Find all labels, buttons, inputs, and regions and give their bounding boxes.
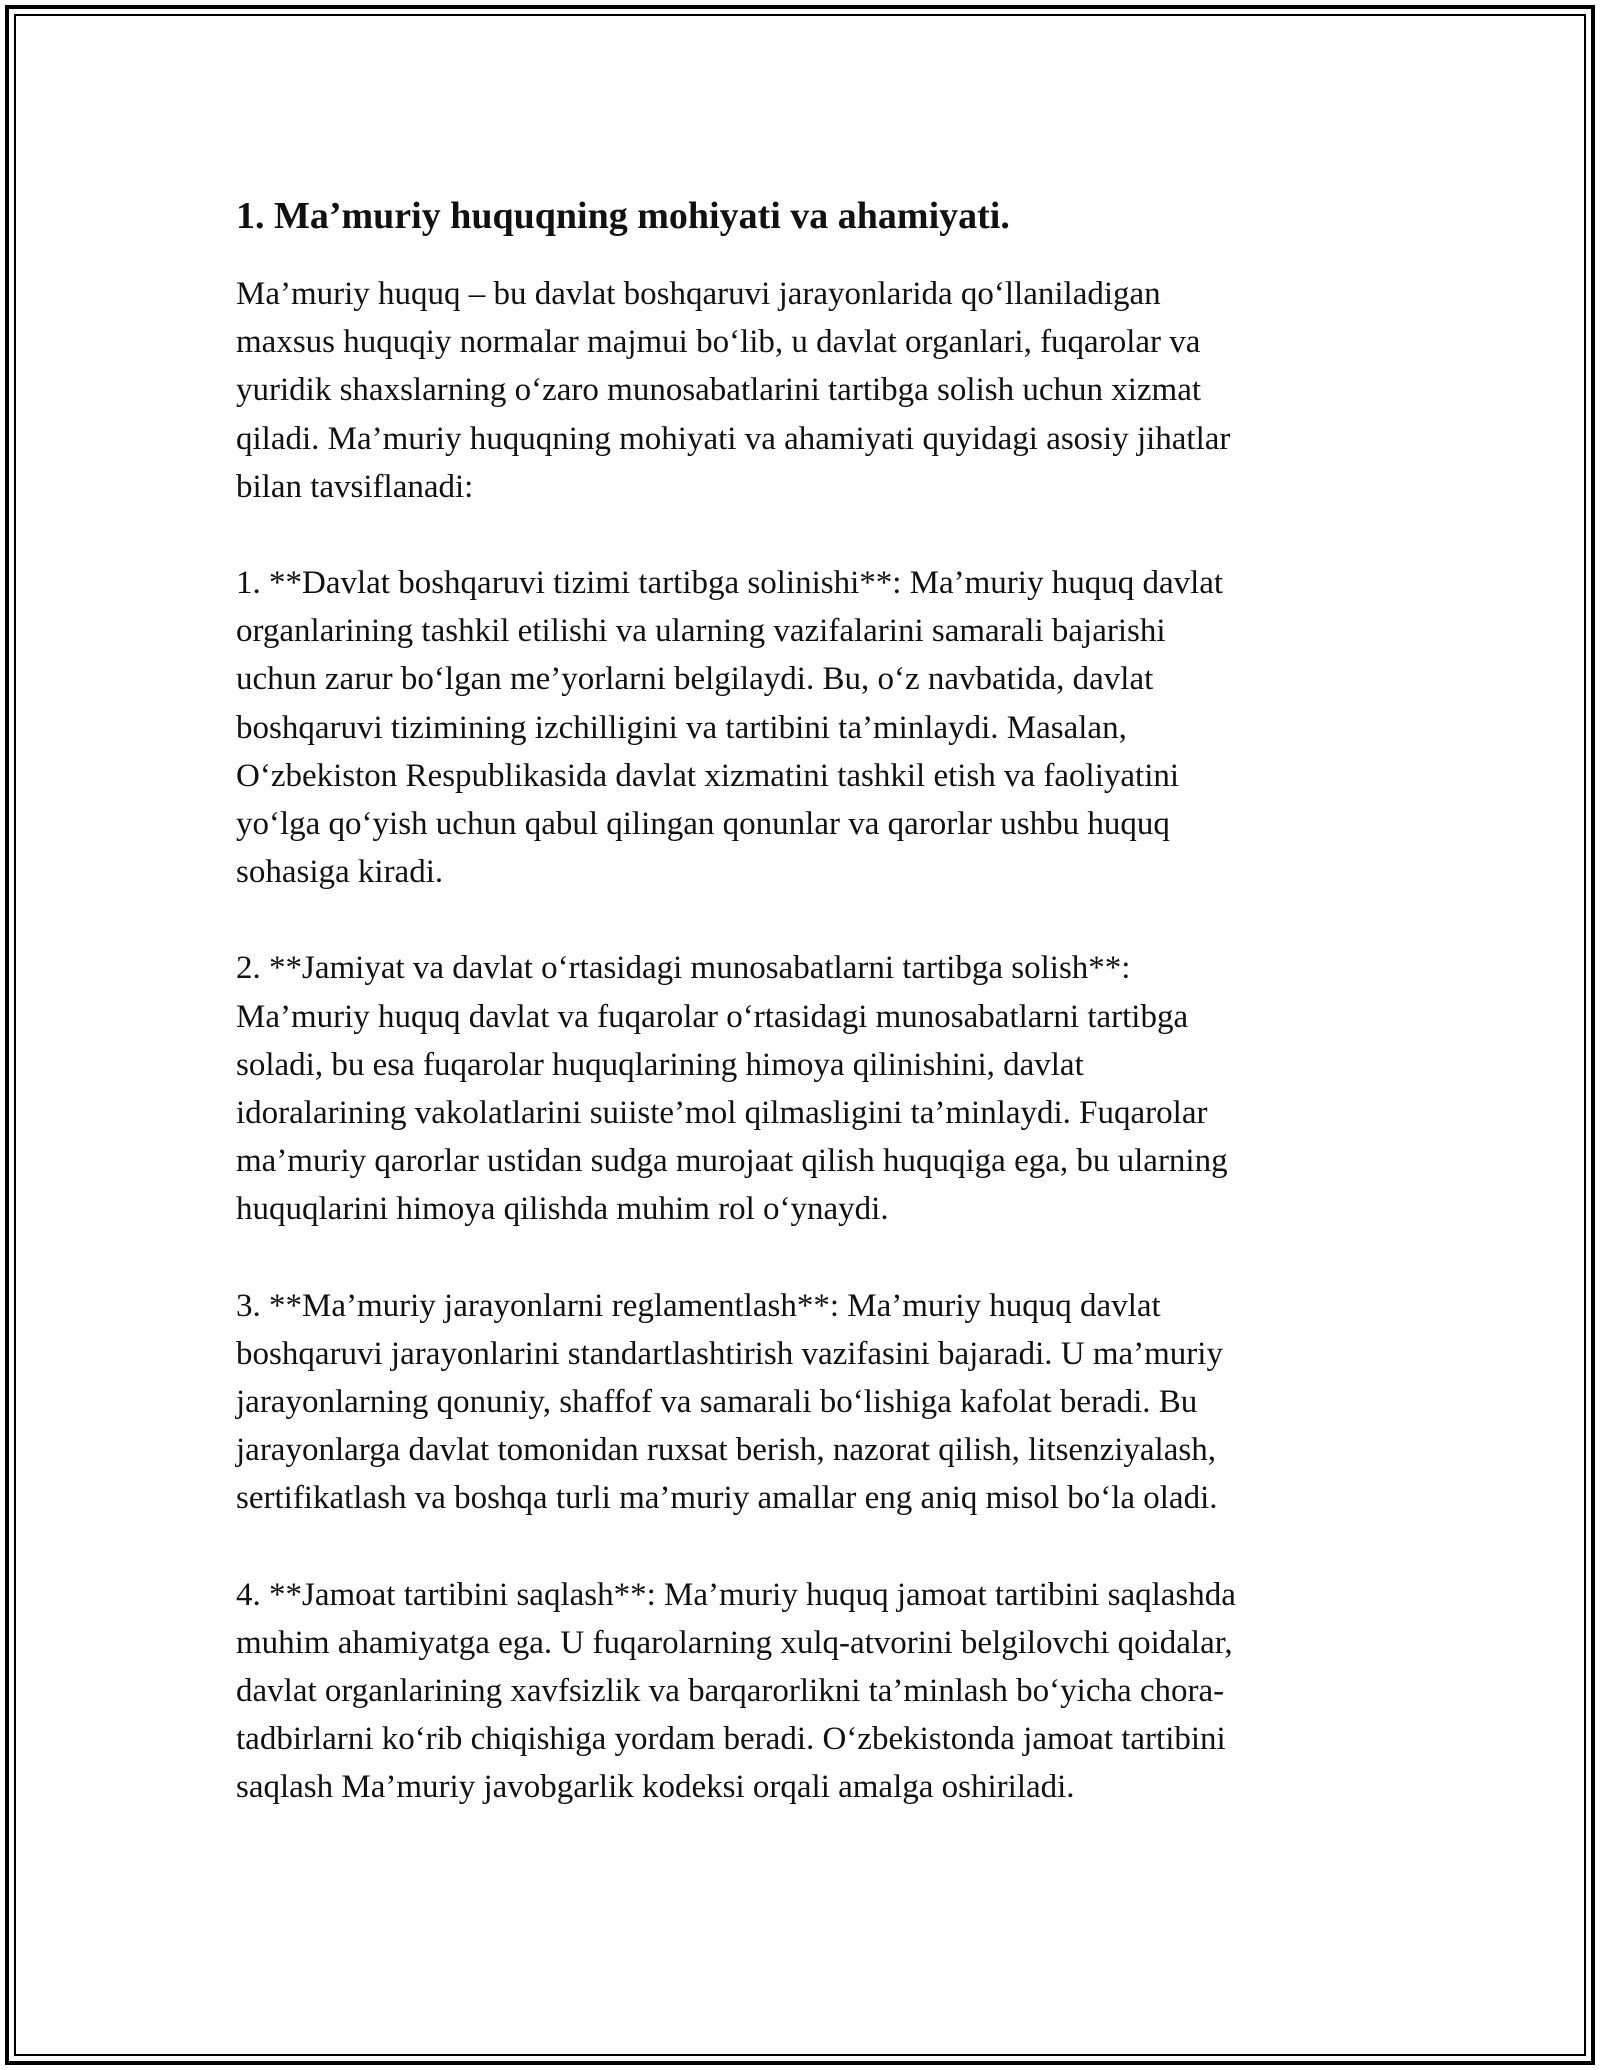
point-2-paragraph: 2. **Jamiyat va davlat o‘rtasidagi munosabatlarni tartibga solish**: Ma’muriy huquq davlat va fuqarolar o‘rtasidagi munosabatlarni tartibga soladi, bu esa fuqarolar huquqlarining himoya qilinishini, davlat idoralarining vakolatlarini suiiste’mol qilmasligini ta’minlaydi. Fuqarolar ma’muriy qarorlar ustidan sudga murojaat qilish huquqiga ega, bu ularning huquqlarini himoya qilishda muhim rol o‘ynaydi. bbox=[236, 950, 1228, 1228]
point-1-paragraph: 1. **Davlat boshqaruvi tizimi tartibga solinishi**: Ma’muriy huquq davlat organlarining tashkil etilishi va ularning vazifalarini samarali bajarishi uchun zarur bo‘lgan me’yorlarni belgilaydi. Bu, o‘z navbatida, davlat boshqaruvi tizimining izchilligini va tartibini ta’minlaydi. Masalan, O‘zbekiston Respublikasida davlat xizmatini tashkil etish va faoliyatini yo‘lga qo‘yish uchun qabul qilingan qonunlar va qarorlar ushbu huquq sohasiga kiradi. bbox=[236, 565, 1224, 891]
point-4-paragraph: 4. **Jamoat tartibini saqlash**: Ma’muriy huquq jamoat tartibini saqlashda muhim ahamiyatga ega. U fuqarolarning xulq-atvorini belgilovchi qoidalar, davlat organlarining xavfsizlik va barqarorlikni ta’minlash bo‘yicha chora- tadbirlarni ko‘rib chiqishiga yordam beradi. O‘zbekistonda jamoat tartibini saqlash Ma’muriy javobgarlik kodeksi orqali amalga oshiriladi. bbox=[236, 1576, 1236, 1806]
document-body bbox=[236, 188, 1366, 1860]
point-3-paragraph: 3. **Ma’muriy jarayonlarni reglamentlash**: Ma’muriy huquq davlat boshqaruvi jarayonlarini standartlashtirish vazifasini bajaradi. U ma’muriy jarayonlarning qonuniy, shaffof va samarali bo‘lishiga kafolat beradi. Bu jarayonlarga davlat tomonidan ruxsat berish, nazorat qilish, litsenziyalash, sertifikatlash va boshqa turli ma’muriy amallar eng aniq misol bo‘la oladi. bbox=[236, 1287, 1223, 1517]
intro-paragraph: Ma’muriy huquq – bu davlat boshqaruvi jarayonlarida qo‘llaniladigan maxsus huquqiy normalar majmui bo‘lib, u davlat organlari, fuqarolar va yuridik shaxslarning o‘zaro munosabatlarini tartibga solish uchun xizmat qiladi. Ma’muriy huquqning mohiyati va ahamiyati quyidagi asosiy jihatlar bilan tavsiflanadi: bbox=[236, 276, 1231, 505]
document-heading: 1. Ma’muriy huquqning mohiyati va ahamiyati. bbox=[236, 195, 1010, 237]
